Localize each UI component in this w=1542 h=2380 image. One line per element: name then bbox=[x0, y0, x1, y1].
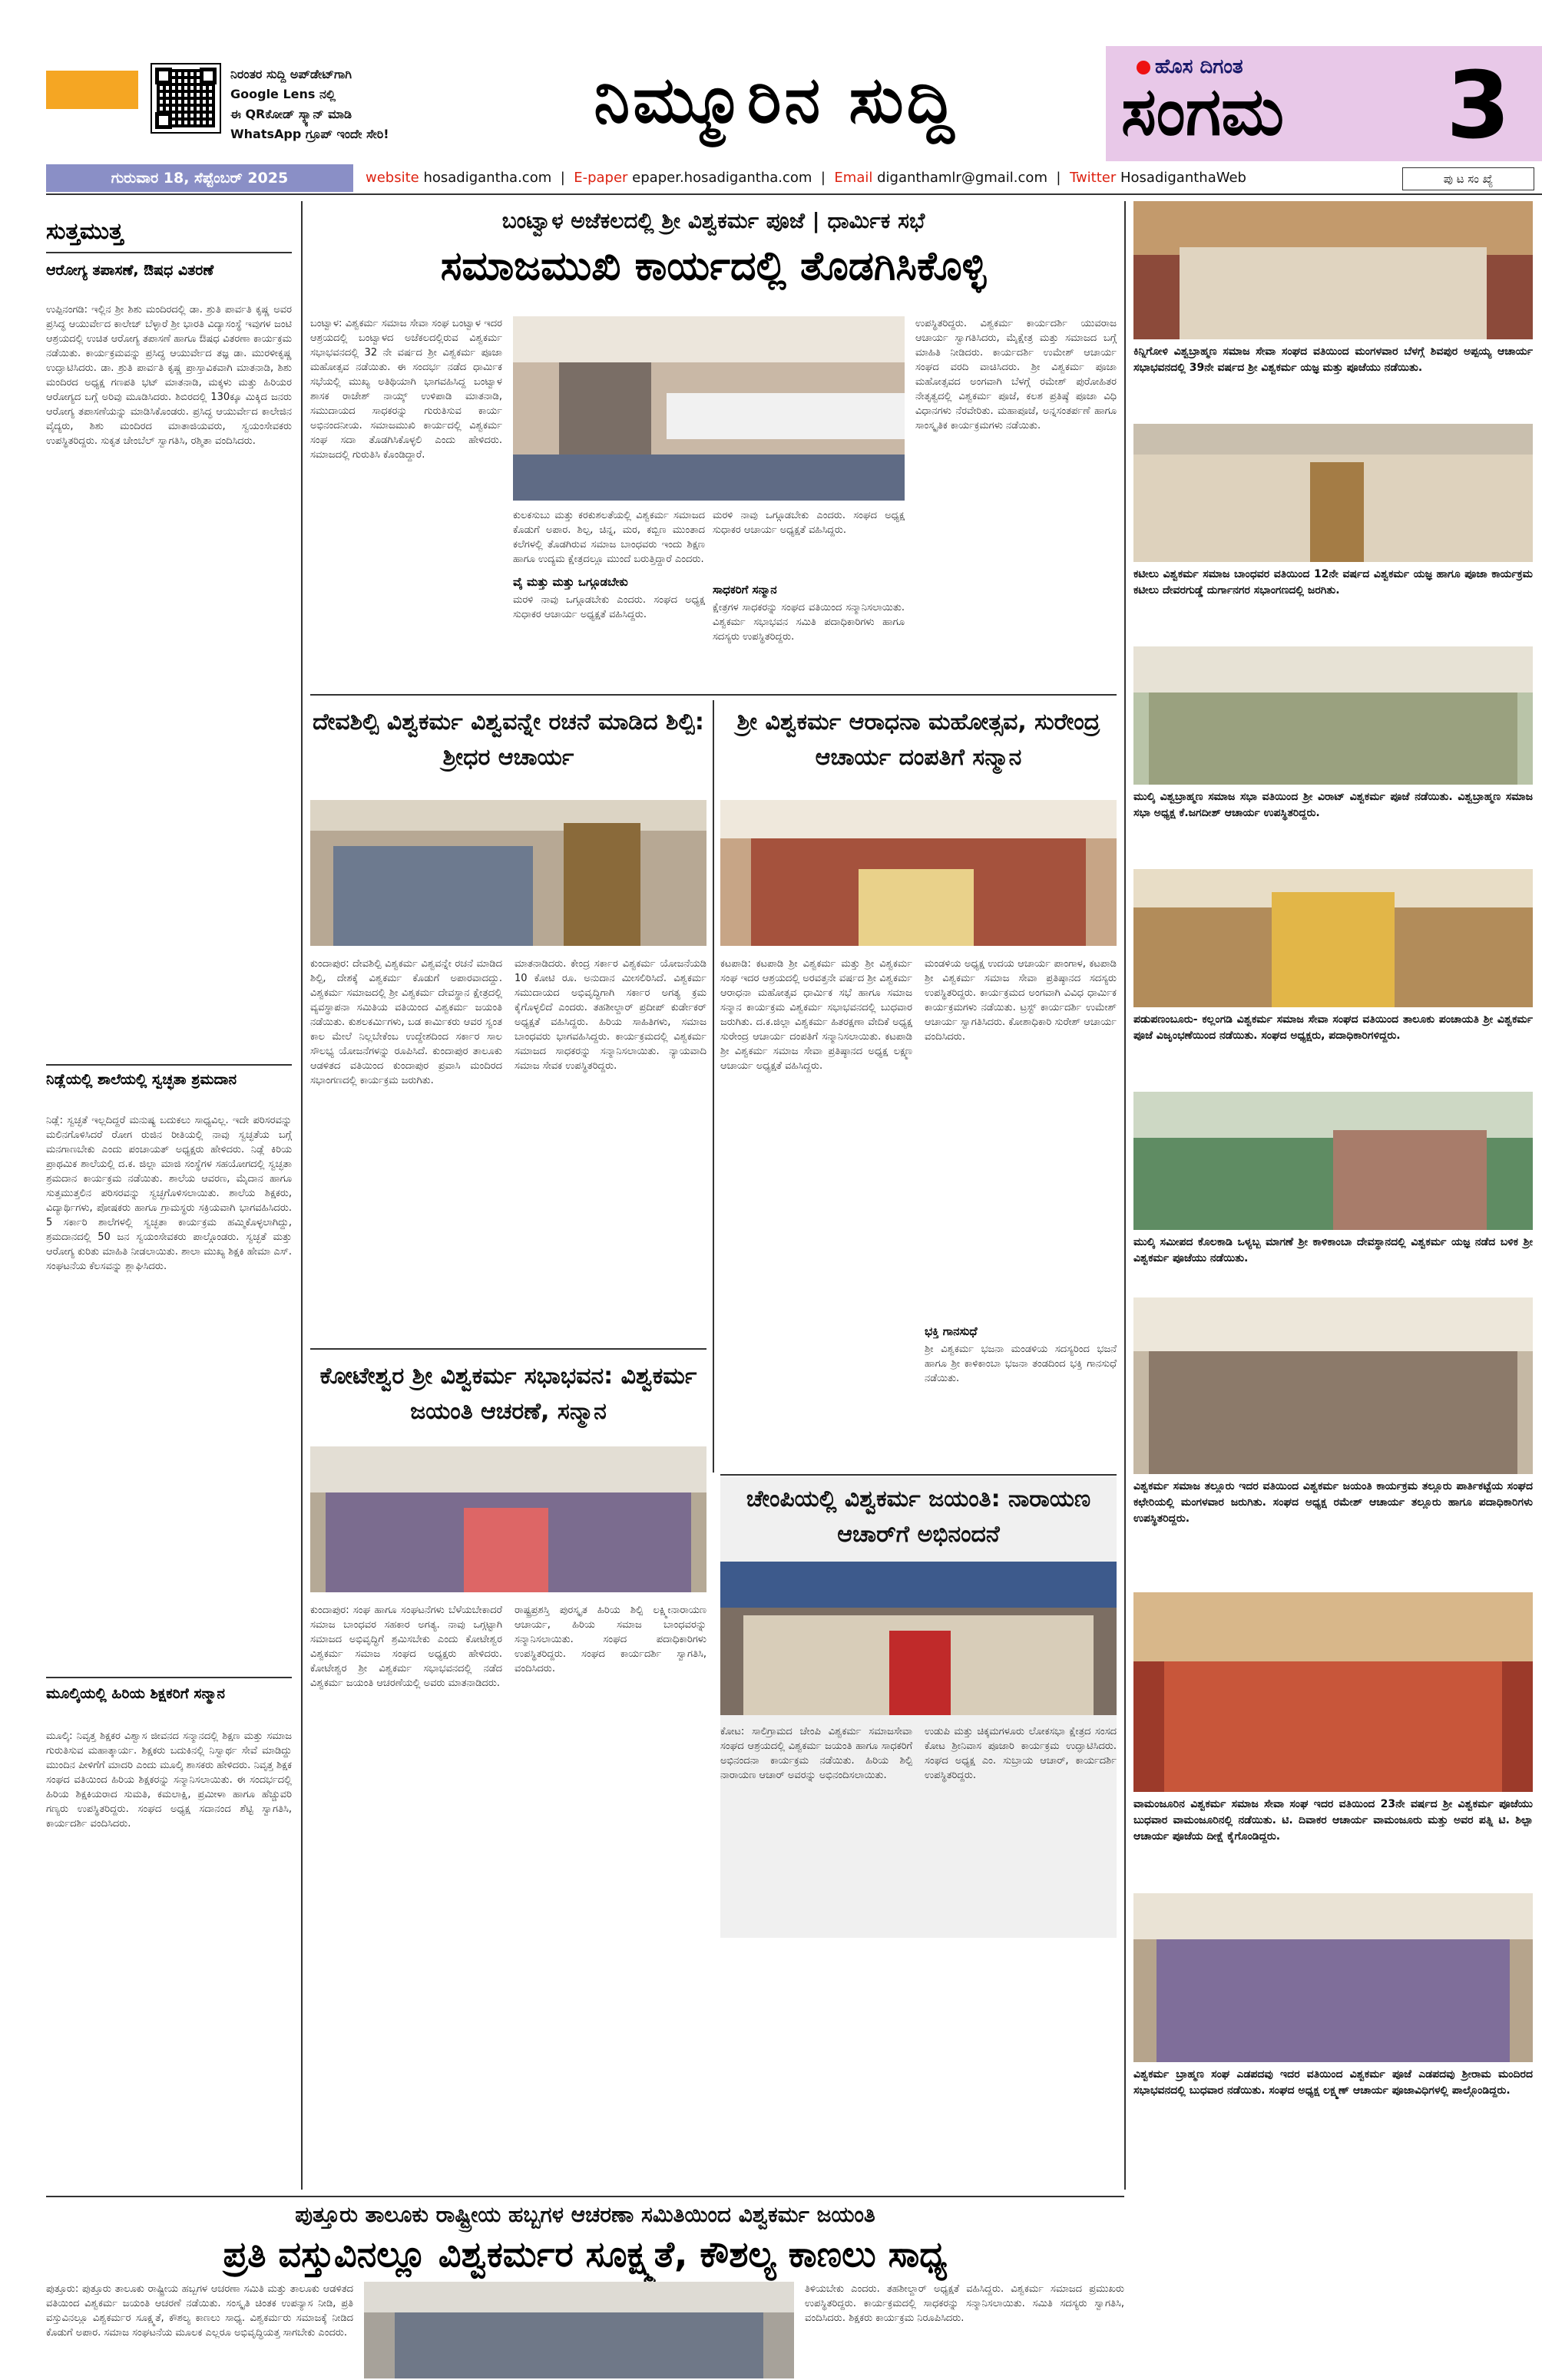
story-3-col2b: ಶ್ರೀ ವಿಶ್ವಕರ್ಮ ಭಜನಾ ಮಂಡಳಿಯ ಸದಸ್ಯರಿಂದ ಭಜನೆ ಹಾಗೂ ಶ್ರೀ ಕಾಳಿಕಾಂಬಾ ಭಜನಾ ತಂಡದಿಂದ ಭಕ್ತಿ ಗಾನಸುಧೆ ನಡೆಯಿತು. bbox=[925, 1344, 1117, 1384]
story-1-col3b: ಕ್ಷೇತ್ರಗಳ ಸಾಧಕರನ್ನು ಸಂಘದ ವತಿಯಿಂದ ಸನ್ಮಾನಿಸಲಾಯಿತು. ವಿಶ್ವಕರ್ಮ ಸಭಾಭವನ ಸಮಿತಿ ಪದಾಧಿಕಾರಿಗಳು ಹಾಗೂ ಸದಸ್ಯರು ಉಪಸ್ಥಿತರಿದ್ದರು. bbox=[713, 602, 905, 643]
story-4 bbox=[310, 1354, 706, 2188]
right-caption-8: ವಿಶ್ವಕರ್ಮ ಬ್ರಾಹ್ಮಣ ಸಂಘ ಎಡಪದವು ಇದರ ವತಿಯಿಂದ ವಿಶ್ವಕರ್ಮ ಪೂಜೆ ಎಡಪದವು ಶ್ರೀರಾಮ ಮಂದಿರದ ಸಭಾಭವನದಲ್ಲಿ ಬುಧವಾರ ನಡೆಯಿತು. ಸಂಘದ ಅಧ್ಯಕ್ಷ ಲಕ್ಷ್ಮಣ್ ಆಚಾರ್ಯ ಪೂಜಾವಿಧಿಗಳಲ್ಲಿ ಪಾಲ್ಗೊಂಡಿದ್ದರು. bbox=[1133, 2068, 1533, 2097]
right-column bbox=[1133, 201, 1542, 2190]
story-6 bbox=[46, 2199, 1124, 2380]
top-divider bbox=[46, 193, 1542, 195]
right-caption-2: ಕಟೀಲು ವಿಶ್ವಕರ್ಮ ಸಮಾಜ ಬಾಂಧವರ ವತಿಯಿಂದ 12ನೇ ವರ್ಷದ ವಿಶ್ವಕರ್ಮ ಯಜ್ಞ ಹಾಗೂ ಪೂಜಾ ಕಾರ್ಯಕ್ರಮ ಕಟೀಲು ದೇವರಗುಡ್ಡೆ ದುರ್ಗಾನಗರ ಸಭಾಂಗಣದಲ್ಲಿ ಜರಗಿತು. bbox=[1133, 568, 1533, 597]
email-link[interactable]: diganthamlr@gmail.com bbox=[877, 170, 1047, 186]
twitter-link[interactable]: HosadiganthaWeb bbox=[1120, 170, 1246, 186]
right-photo-3 bbox=[1133, 646, 1533, 785]
story-1-col2-cont: ಮರಳಿ ನಾವು ಒಗ್ಗೂಡಬೇಕು ಎಂದರು. ಸಂಘದ ಅಧ್ಯಕ್ಷ ಸುಧಾಕರ ಆಚಾರ್ಯ ಅಧ್ಯಕ್ಷತೆ ವಹಿಸಿದ್ದರು. bbox=[513, 594, 705, 620]
story-1-col3-sub: ಸಾಧಕರಿಗೆ ಸನ್ಮಾನ bbox=[713, 583, 777, 597]
brand-small: ಹೊಸ ದಿಗಂತ bbox=[1137, 55, 1243, 79]
story-5-headline: ಚೇಂಪಿಯಲ್ಲಿ ವಿಶ್ವಕರ್ಮ ಜಯಂತಿ: ನಾರಾಯಣ ಆಚಾರ್‌ಗೆ ಅಭಿನಂದನೆ bbox=[746, 1486, 1091, 1548]
right-photo-2 bbox=[1133, 424, 1533, 562]
story-4-col1: ಕುಂದಾಪುರ: ಸಂಘ ಹಾಗೂ ಸಂಘಟನೆಗಳು ಬೆಳೆಯಬೇಕಾದರೆ ಸಮಾಜ ಬಾಂಧವರ ಸಹಕಾರ ಅಗತ್ಯ. ನಾವು ಒಗ್ಗಟ್ಟಾಗಿ ಸಮಾಜದ ಅಭಿವೃದ್ಧಿಗೆ ಶ್ರಮಿಸಬೇಕು ಎಂದು ಕೋಟೇಶ್ವರ ವಿಶ್ವಕರ್ಮ ಸಮಾಜ ಸಂಘದ ಅಧ್ಯಕ್ಷರು ಹೇಳಿದರು. ಕೋಟೇಶ್ವರ ಶ್ರೀ ವಿಶ್ವಕರ್ಮ ಸಭಾಭವನದಲ್ಲಿ ನಡೆದ ವಿಶ್ವಕರ್ಮ ಜಯಂತಿ ಆಚರಣೆಯಲ್ಲಿ ಅವರು ಮಾತನಾಡಿದರು. bbox=[310, 1605, 502, 1689]
story-1-col2: ಕುಲಕಸುಬು ಮತ್ತು ಕರಕುಶಲತೆಯಲ್ಲಿ ವಿಶ್ವಕರ್ಮ ಸಮಾಜದ ಕೊಡುಗೆ ಅಪಾರ. ಶಿಲ್ಪ, ಚಿನ್ನ, ಮರ, ಕಬ್ಬಿಣ ಮುಂತಾದ ಕಲೆಗಳಲ್ಲಿ ತೊಡಗಿರುವ ಸಮಾಜ ಬಾಂಧವರು ಇಂದು ಶಿಕ್ಷಣ ಹಾಗೂ ಉದ್ಯಮ ಕ್ಷೇತ್ರದಲ್ಲೂ ಮುಂದೆ ಬರುತ್ತಿದ್ದಾರೆ ಎಂದರು. bbox=[513, 510, 705, 565]
right-col-divider bbox=[1124, 201, 1126, 2190]
story-6-col3: ತಿಳಿಯಬೇಕು ಎಂದರು. ತಹಶೀಲ್ದಾರ್ ಅಧ್ಯಕ್ಷತೆ ವಹಿಸಿದ್ದರು. ವಿಶ್ವಕರ್ಮ ಸಮಾಜದ ಪ್ರಮುಖರು ಉಪಸ್ಥಿತರಿದ್ದರು. ಕಾರ್ಯಕ್ರಮದಲ್ಲಿ ಸಾಧಕರನ್ನು ಸನ್ಮಾನಿಸಲಾಯಿತು. ಸಮಿತಿ ಸದಸ್ಯರು ಸ್ವಾಗತಿಸಿ, ವಂದಿಸಿದರು. ಶಿಕ್ಷಕರು ಕಾರ್ಯಕ್ರಮ ನಿರೂಪಿಸಿದರು. bbox=[805, 2283, 1124, 2324]
qr-code[interactable] bbox=[151, 63, 221, 134]
right-caption-3: ಮುಲ್ಕಿ ವಿಶ್ವಬ್ರಾಹ್ಮಣ ಸಮಾಜ ಸಭಾ ವತಿಯಿಂದ ಶ್ರೀ ವಿರಾಟ್ ವಿಶ್ವಕರ್ಮ ಪೂಜೆ ನಡೆಯಿತು. ವಿಶ್ವಬ್ರಾಹ್ಮಣ ಸಮಾಜ ಸಭಾ ಅಧ್ಯಕ್ಷ ಕೆ.ಜಗದೀಶ್ ಆಚಾರ್ಯ ಉಪಸ್ಥಿತರಿದ್ದರು. bbox=[1133, 791, 1533, 819]
whatsapp-note: ನಿರಂತರ ಸುದ್ದಿ ಅಪ್‌ಡೇಟ್‌ಗಾಗಿ Google Lens ನಲ್ಲಿ ಈ QRಕೋಡ್ ಸ್ಕ್ಯಾನ್ ಮಾಡಿ WhatsApp ಗ್ರೂಪ್ ಇಂದೇ ಸೇರಿ! bbox=[230, 67, 389, 141]
story-6-top-divider bbox=[46, 2196, 1124, 2197]
right-caption-6: ವಿಶ್ವಕರ್ಮ ಸಮಾಜ ತಲ್ಲೂರು ಇದರ ವತಿಯಿಂದ ವಿಶ್ವಕರ್ಮ ಜಯಂತಿ ಕಾರ್ಯಕ್ರಮ ತಲ್ಲೂರು ಪಾರ್ತಿಕಟ್ಟೆಯ ಸಂಘದ ಕಛೇರಿಯಲ್ಲಿ ಮಂಗಳವಾರ ಜರುಗಿತು. ಸಂಘದ ಅಧ್ಯಕ್ಷ ರಮೇಶ್ ಆಚಾರ್ಯ ತಲ್ಲೂರು ಹಾಗೂ ಪದಾಧಿಕಾರಿಗಳು ಉಪಸ್ಥಿತರಿದ್ದರು. bbox=[1133, 1480, 1533, 1525]
right-photo-5 bbox=[1133, 1092, 1533, 1230]
page-label-box: ಪು ಟ ಸಂ ಖ್ಯೆ bbox=[1402, 167, 1534, 190]
story-s1-headline: ಆರೋಗ್ಯ ತಪಾಸಣೆ, ಔಷಧ ವಿತರಣೆ bbox=[46, 262, 214, 279]
issue-date: ಗುರುವಾರ 18, ಸೆಪ್ಟೆಂಬರ್ 2025 bbox=[46, 164, 353, 192]
right-caption-5: ಮುಲ್ಕಿ ಸಮೀಪದ ಕೊಲಕಾಡಿ ಒಳ್ಯಬ್ಬ ಮಾಗಣೆ ಶ್ರೀ ಕಾಳಿಕಾಂಬಾ ದೇವಸ್ಥಾನದಲ್ಲಿ ವಿಶ್ವಕರ್ಮ ಯಜ್ಞ ನಡೆದ ಬಳಿಕ ಶ್ರೀ ವಿಶ್ವಕರ್ಮ ಪೂಜೆಯು ನಡೆಯಿತು. bbox=[1133, 1236, 1533, 1264]
story-5-col1: ಕೋಟ: ಸಾಲಿಗ್ರಾಮದ ಚೇಂಪಿ ವಿಶ್ವಕರ್ಮ ಸಮಾಜಸೇವಾ ಸಂಘದ ಆಶ್ರಯದಲ್ಲಿ ವಿಶ್ವಕರ್ಮ ಜಯಂತಿ ಹಾಗೂ ಸಾಧಕರಿಗೆ ಅಭಿನಂದನಾ ಕಾರ್ಯಕ್ರಮ ನಡೆಯಿತು. ಹಿರಿಯ ಶಿಲ್ಪಿ ನಾರಾಯಣ ಆಚಾರ್ ಅವರನ್ನು ಅಭಿನಂದಿಸಲಾಯಿತು. bbox=[720, 1726, 912, 1781]
story-4-photo bbox=[310, 1446, 706, 1592]
story-3-bottom-divider bbox=[720, 1474, 1117, 1476]
story-s3-headline: ಮೂಲ್ಕಿಯಲ್ಲಿ ಹಿರಿಯ ಶಿಕ್ಷಕರಿಗೆ ಸನ್ಮಾನ bbox=[46, 1685, 225, 1702]
story-3-col2-sub: ಭಕ್ತಿ ಗಾನಸುಧೆ bbox=[925, 1324, 978, 1338]
story-2-col2: ಮಾತನಾಡಿದರು. ಕೇಂದ್ರ ಸರ್ಕಾರ ವಿಶ್ವಕರ್ಮ ಯೋಜನೆಯಡಿ 10 ಕೋಟಿ ರೂ. ಅನುದಾನ ಮೀಸಲಿರಿಸಿದೆ. ವಿಶ್ವಕರ್ಮ ಸಮುದಾಯದ ಅಭಿವೃದ್ಧಿಗಾಗಿ ಸರ್ಕಾರ ಅಗತ್ಯ ಕ್ರಮ ಕೈಗೊಳ್ಳಲಿದೆ ಎಂದರು. ತಹಶೀಲ್ದಾರ್ ಪ್ರದೀಪ್ ಕುರ್ಡೇಕರ್ ಅಧ್ಯಕ್ಷತೆ ವಹಿಸಿದ್ದರು. ಹಿರಿಯ ಸಾಹಿತಿಗಳು, ಸಮಾಜ ಬಾಂಧವರು ಭಾಗವಹಿಸಿದ್ದರು. ಕಾರ್ಯಕ್ರಮದಲ್ಲಿ ವಿಶ್ವಕರ್ಮ ಸಮಾಜದ ಸಾಧಕರನ್ನು ಸನ್ಮಾನಿಸಲಾಯಿತು. ನ್ಯಾಯವಾದಿ ಸಮಾಜ ಸೇವಕ ಉಪಸ್ಥಿತರಿದ್ದರು. bbox=[515, 958, 706, 1072]
contact-strip: website hosadigantha.com | E-paper epaper.hosadigantha.com | Email diganthamlr@gmail.com | Twitter HosadiganthaWeb bbox=[366, 170, 1246, 186]
story-s2-body: ನಿಡ್ಲೆ: ಸ್ವಚ್ಛತೆ ಇಲ್ಲದಿದ್ದರೆ ಮನುಷ್ಯ ಬದುಕಲು ಸಾಧ್ಯವಿಲ್ಲ. ಇದೇ ಪರಿಸರವನ್ನು ಮಲಿನಗೊಳಿಸಿದರೆ ರೋಗ ರುಜಿನ ರೀತಿಯಲ್ಲಿ ನಾವು ಸ್ವಚ್ಛತೆಯ ಬಗ್ಗೆ ಮನಗಾಣಬೇಕು ಎಂದು ಪಂಚಾಯತ್ ಅಧ್ಯಕ್ಷರು ಹೇಳಿದರು. ನಿಡ್ಲೆ ಕಿರಿಯ ಪ್ರಾಥಮಿಕ ಶಾಲೆಯಲ್ಲಿ ದ.ಕ. ಜಿಲ್ಲಾ ಮಾಜಿ ಸಂಸ್ಥೆಗಳ ಸಹಯೋಗದಲ್ಲಿ ಸ್ವಚ್ಛತಾ ಶ್ರಮದಾನ ಕಾರ್ಯಕ್ರಮ ನಡೆಯಿತು. ಶಾಲೆಯ ಆವರಣ, ಮೈದಾನ ಹಾಗೂ ಸುತ್ತಮುತ್ತಲಿನ ಪರಿಸರವನ್ನು ಸ್ವಚ್ಛಗೊಳಿಸಲಾಯಿತು. ಶಾಲೆಯ ಶಿಕ್ಷಕರು, ವಿದ್ಯಾರ್ಥಿಗಳು, ಪೋಷಕರು ಹಾಗೂ ಗ್ರಾಮಸ್ಥರು ಸಕ್ರಿಯವಾಗಿ ಭಾಗವಹಿಸಿದರು. 5 ಸರ್ಕಾರಿ ಶಾಲೆಗಳಲ್ಲಿ ಸ್ವಚ್ಛತಾ ಕಾರ್ಯಕ್ರಮ ಹಮ್ಮಿಕೊಳ್ಳಲಾಗಿದ್ದು, ಶ್ರಮದಾನದಲ್ಲಿ 50 ಜನ ಸ್ವಯಂಸೇವಕರು ಪಾಲ್ಗೊಂಡರು. ಸ್ವಚ್ಛತೆ ಮತ್ತು ಆರೋಗ್ಯ ಕುರಿತು ಮಾಹಿತಿ ನೀಡಲಾಯಿತು. ಶಾಲಾ ಮುಖ್ಯ ಶಿಕ್ಷಕಿ ಹೇಮಾ ಎಸ್. ಸಂಘಟನೆಯ ಕೆಲಸವನ್ನು ಶ್ಲಾಘಿಸಿದರು. bbox=[46, 1115, 292, 1272]
story-s3-body: ಮೂಲ್ಕಿ: ನಿವೃತ್ತ ಶಿಕ್ಷಕರ ವಿಶ್ವಾಸ ಜೀವನದ ಸನ್ಮಾನದಲ್ಲಿ ಶಿಕ್ಷಣ ಮತ್ತು ಸಮಾಜ ಗುರುತಿಸುವ ಮಹಾತ್ಕಾರ್ಯ. ಶಿಕ್ಷಕರು ಬದುಕಿನಲ್ಲಿ ನಿಸ್ವಾರ್ಥ ಸೇವೆ ಮಾಡಿದ್ದು ಮುಂದಿನ ಪೀಳಿಗೆಗೆ ಮಾದರಿ ಎಂದು ಮೂಲ್ಕಿ ಶಾಸಕರು ಹೇಳಿದರು. ನಿವೃತ್ತ ಶಿಕ್ಷಕ ಸಂಘದ ವತಿಯಿಂದ ಹಿರಿಯ ಶಿಕ್ಷಕರನ್ನು ಸನ್ಮಾನಿಸಲಾಯಿತು. ಈ ಸಂದರ್ಭದಲ್ಲಿ ಹಿರಿಯ ಶಿಕ್ಷಕಿಯರಾದ ಸುಮತಿ, ಕಮಲಾಕ್ಷಿ, ಪ್ರಮೀಳಾ ಹಾಗೂ ಹೆಚ್ಚುವರಿ ಗಣ್ಯರು ಉಪಸ್ಥಿತರಿದ್ದರು. ಸಂಘದ ಅಧ್ಯಕ್ಷ ಸದಾನಂದ ಶೆಟ್ಟಿ ಸ್ವಾಗತಿಸಿ, ಕಾರ್ಯದರ್ಶಿ ವಂದಿಸಿದರು. bbox=[46, 1730, 292, 1830]
story-2-photo bbox=[310, 800, 706, 946]
center-divider bbox=[713, 700, 714, 1473]
story-2-headline: ದೇವಶಿಲ್ಪಿ ವಿಶ್ವಕರ್ಮ ವಿಶ್ವವನ್ನೇ ರಚನೆ ಮಾಡಿದ ಶಿಲ್ಪಿ: ಶ್ರೀಧರ ಆಚಾರ್ಯ bbox=[313, 709, 704, 771]
story-1-col3: ಮರಳಿ ನಾವು ಒಗ್ಗೂಡಬೇಕು ಎಂದರು. ಸಂಘದ ಅಧ್ಯಕ್ಷ ಸುಧಾಕರ ಆಚಾರ್ಯ ಅಧ್ಯಕ್ಷತೆ ವಹಿಸಿದ್ದರು. bbox=[713, 510, 905, 536]
right-caption-7: ವಾಮಂಜೂರಿನ ವಿಶ್ವಕರ್ಮ ಸಮಾಜ ಸೇವಾ ಸಂಘ ಇದರ ವತಿಯಿಂದ 23ನೇ ವರ್ಷದ ಶ್ರೀ ವಿಶ್ವಕರ್ಮ ಪೂಜೆಯು ಬುಧವಾರ ವಾಮಂಜೂರಿನಲ್ಲಿ ನಡೆಯಿತು. ಟಿ. ದಿವಾಕರ ಆಚಾರ್ಯ ವಾಮಂಜೂರು ಮತ್ತು ಅವರ ಪತ್ನಿ ಟಿ. ಶಿಲ್ಪಾ ಆಚಾರ್ಯ ಪೂಜೆಯ ದೀಕ್ಷೆ ಕೈಗೊಂಡಿದ್ದರು. bbox=[1133, 1798, 1533, 1843]
section-title: ಸುತ್ತಮುತ್ತ bbox=[46, 218, 124, 245]
brand-big: ಸಂಗಮ bbox=[1121, 73, 1285, 150]
story-1 bbox=[310, 201, 1117, 685]
right-photo-1 bbox=[1133, 201, 1533, 339]
left-col-divider bbox=[301, 201, 303, 2190]
right-photo-4 bbox=[1133, 869, 1533, 1007]
story-1-headline: ಸಮಾಜಮುಖಿ ಕಾರ್ಯದಲ್ಲಿ ತೊಡಗಿಸಿಕೊಳ್ಳಿ bbox=[440, 243, 987, 289]
story-2 bbox=[310, 700, 706, 1342]
brand-dot-icon bbox=[1137, 61, 1150, 74]
story-1-divider bbox=[310, 694, 1117, 696]
story-4-col2: ರಾಷ್ಟ್ರಪ್ರಶಸ್ತಿ ಪುರಸ್ಕೃತ ಹಿರಿಯ ಶಿಲ್ಪಿ ಲಕ್ಷ್ಮೀನಾರಾಯಣ ಆಚಾರ್ಯ, ಹಿರಿಯ ಸಮಾಜ ಬಾಂಧವರನ್ನು ಸನ್ಮಾನಿಸಲಾಯಿತು. ಸಂಘದ ಪದಾಧಿಕಾರಿಗಳು ಉಪಸ್ಥಿತರಿದ್ದರು. ಸಂಘದ ಕಾರ್ಯದರ್ಶಿ ಸ್ವಾಗತಿಸಿ, ವಂದಿಸಿದರು. bbox=[515, 1605, 706, 1674]
masthead-orange-block bbox=[46, 71, 138, 109]
right-photo-8 bbox=[1133, 1893, 1533, 2062]
story-6-photo bbox=[364, 2282, 794, 2378]
story-5-photo bbox=[720, 1562, 1117, 1715]
story-1-col2-sub2: ವೈ ಮತ್ತು ಮತ್ತು ಒಗ್ಗೂಡಬೇಕು bbox=[513, 575, 628, 589]
story-5-col2: ಉಡುಪಿ ಮತ್ತು ಚಿಕ್ಕಮಗಳೂರು ಲೋಕಸಭಾ ಕ್ಷೇತ್ರದ ಸಂಸದ ಕೋಟ ಶ್ರೀನಿವಾಸ ಪೂಜಾರಿ ಕಾರ್ಯಕ್ರಮ ಉದ್ಘಾಟಿಸಿದರು. ಸಂಘದ ಅಧ್ಯಕ್ಷ ಎಂ. ಸುಬ್ರಾಯ ಆಚಾರ್, ಕಾರ್ಯದರ್ಶಿ ಉಪಸ್ಥಿತರಿದ್ದರು. bbox=[925, 1726, 1117, 1781]
story-3-photo bbox=[720, 800, 1117, 946]
story-s2-headline: ನಿಡ್ಲೆಯಲ್ಲಿ ಶಾಲೆಯಲ್ಲಿ ಸ್ವಚ್ಛತಾ ಶ್ರಮದಾನ bbox=[46, 1071, 237, 1088]
story-1-col1: ಬಂಟ್ವಾಳ: ವಿಶ್ವಕರ್ಮ ಸಮಾಜ ಸೇವಾ ಸಂಘ ಬಂಟ್ವಾಳ ಇದರ ಆಶ್ರಯದಲ್ಲಿ ಬಂಟ್ವಾಳದ ಅಜೆಕಲದಲ್ಲಿರುವ ವಿಶ್ವಕರ್ಮ ಸಭಾಭವನದಲ್ಲಿ 32 ನೇ ವರ್ಷದ ಶ್ರೀ ವಿಶ್ವಕರ್ಮ ಪೂಜಾ ಮಹೋತ್ಸವ ನಡೆಯಿತು. ಈ ಸಂದರ್ಭ ನಡೆದ ಧಾರ್ಮಿಕ ಸಭೆಯಲ್ಲಿ ಮುಖ್ಯ ಅತಿಥಿಯಾಗಿ ಭಾಗವಹಿಸಿದ್ದ ಬಂಟ್ವಾಳ ಶಾಸಕ ರಾಜೇಶ್ ನಾಯ್ಕ್ ಉಳಿಪಾಡಿ ಮಾತನಾಡಿ, ಸಮುದಾಯದ ಸಾಧಕರನ್ನು ಗುರುತಿಸುವ ಕಾರ್ಯ ಅಭಿನಂದನೀಯ. ಸಮಾಜಮುಖಿ ಕಾರ್ಯದಲ್ಲಿ ವಿಶ್ವಕರ್ಮ ಸಂಘ ಸದಾ ತೊಡಗಿಸಿಕೊಳ್ಳಲಿ ಎಂದು ಹೇಳಿದರು. ಸಮಾಜದಲ್ಲಿ ಗುರುತಿಸಿ ಕೊಂಡಿದ್ದಾರೆ. bbox=[310, 318, 502, 461]
newspaper-title: ನಿಮ್ಮೂರಿನ ಸುದ್ದಿ bbox=[594, 61, 958, 137]
story-6-col1: ಪುತ್ತೂರು: ಪುತ್ತೂರು ತಾಲೂಕು ರಾಷ್ಟ್ರೀಯ ಹಬ್ಬಗಳ ಆಚರಣಾ ಸಮಿತಿ ಮತ್ತು ತಾಲೂಕು ಆಡಳಿತದ ವತಿಯಿಂದ ವಿಶ್ವಕರ್ಮ ಜಯಂತಿ ಆಚರಣೆ ನಡೆಯಿತು. ಸಂಸ್ಕೃತಿ ಚಿಂತಕ ಉಪನ್ಯಾಸ ನೀಡಿ, ಪ್ರತಿ ವಸ್ತುವಿನಲ್ಲೂ ವಿಶ್ವಕರ್ಮರ ಸೂಕ್ಷ್ಮತೆ, ಕೌಶಲ್ಯ ಕಾಣಲು ಸಾಧ್ಯ. ವಿಶ್ವಕರ್ಮರು ಸಮಾಜಕ್ಕೆ ನೀಡಿದ ಕೊಡುಗೆ ಅಪಾರ. ಸಮಾಜ ಸಂಘಟನೆಯ ಮೂಲಕ ಎಲ್ಲರೂ ಅಭಿವೃದ್ಧಿಯತ್ತ ಸಾಗಬೇಕು ಎಂದರು. bbox=[46, 2283, 353, 2339]
story-6-kicker: ಪುತ್ತೂರು ತಾಲೂಕು ರಾಷ್ಟ್ರೀಯ ಹಬ್ಬಗಳ ಆಚರಣಾ ಸಮಿತಿಯಿಂದ ವಿಶ್ವಕರ್ಮ ಜಯಂತಿ bbox=[295, 2202, 875, 2227]
story-1-col4: ಉಪಸ್ಥಿತರಿದ್ದರು. ವಿಶ್ವಕರ್ಮ ಕಾರ್ಯದರ್ಶಿ ಯುವರಾಜ ಆಚಾರ್ಯ ಸ್ವಾಗತಿಸಿದರು, ಮೈಕ್ಷೇತ್ರ ಮತ್ತು ಸಮಾಜದ ಬಗ್ಗೆ ಮಾಹಿತಿ ನೀಡಿದರು. ಕಾರ್ಯದರ್ಶಿ ಉಮೇಶ್ ಆಚಾರ್ಯ ಸಂಘದ ವರದಿ ವಾಚಿಸಿದರು. ಶ್ರೀ ವಿಶ್ವಕರ್ಮ ಪೂಜಾ ಮಹೋತ್ಸವದ ಅಂಗವಾಗಿ ಬೆಳಗ್ಗೆ ರಮೇಶ್ ಪುರೋಹಿತರ ನೇತೃತ್ವದಲ್ಲಿ ವಿಶ್ವಕರ್ಮ ಪೂಜೆ, ಕಲಶ ಪ್ರತಿಷ್ಠೆ ಪೂಜಾ ವಿಧಿ ವಿಧಾನಗಳು ನೆರವೇರಿತು. ಮಹಾಪೂಜೆ, ಅನ್ನಸಂತರ್ಪಣೆ ಹಾಗೂ ಸಾಂಸ್ಕೃತಿಕ ಕಾರ್ಯಕ್ರಮಗಳು ನಡೆಯಿತು. bbox=[915, 318, 1117, 431]
story-3-col1: ಕಟಪಾಡಿ: ಕಟಪಾಡಿ ಶ್ರೀ ವಿಶ್ವಕರ್ಮ ಮತ್ತು ಶ್ರೀ ವಿಶ್ವಕರ್ಮ ಸಂಘ ಇದರ ಆಶ್ರಯದಲ್ಲಿ ಅರವತ್ತನೇ ವರ್ಷದ ಶ್ರೀ ವಿಶ್ವಕರ್ಮ ಆರಾಧನಾ ಮಹೋತ್ಸವ ಧಾರ್ಮಿಕ ಸಭೆ ಹಾಗೂ ಸಮಾಜ ಸನ್ಮಾನ ಕಾರ್ಯಕ್ರಮ ವಿಶ್ವಕರ್ಮ ಸಭಾಭವನದಲ್ಲಿ ಬುಧವಾರ ಜರುಗಿತು. ದ.ಕ.ಜಿಲ್ಲಾ ವಿಶ್ವಕರ್ಮ ಹಿತರಕ್ಷಣಾ ವೇದಿಕೆ ಅಧ್ಯಕ್ಷ ಸುರೇಂದ್ರ ಆಚಾರ್ಯ ದಂಪತಿಗೆ ಸನ್ಮಾನಿಸಲಾಯಿತು. ಕಟಪಾಡಿ ಶ್ರೀ ವಿಶ್ವಕರ್ಮ ಸಮಾಜ ಸೇವಾ ಪ್ರತಿಷ್ಠಾನದ ಅಧ್ಯಕ್ಷ ಲಕ್ಷ್ಮಣ ಆಚಾರ್ಯ ಅಧ್ಯಕ್ಷತೆ ವಹಿಸಿದ್ದರು. bbox=[720, 958, 912, 1072]
story-3-col2: ಮಂಡಳಿಯ ಅಧ್ಯಕ್ಷ ಉದಯ ಆಚಾರ್ಯ ಪಾಂಗಾಳ, ಕಟಪಾಡಿ ಶ್ರೀ ವಿಶ್ವಕರ್ಮ ಸಮಾಜ ಸೇವಾ ಪ್ರತಿಷ್ಠಾನದ ಸದಸ್ಯರು ಉಪಸ್ಥಿತರಿದ್ದರು. ಕಾರ್ಯಕ್ರಮದ ಅಂಗವಾಗಿ ವಿವಿಧ ಧಾರ್ಮಿಕ ಕಾರ್ಯಕ್ರಮಗಳು ನಡೆಯಿತು. ಟ್ರಸ್ಟ್ ಕಾರ್ಯದರ್ಶಿ ಉಮೇಶ್ ಆಚಾರ್ಯ ಸ್ವಾಗತಿಸಿದರು. ಕೋಶಾಧಿಕಾರಿ ಸುರೇಶ್ ಆಚಾರ್ಯ ವಂದಿಸಿದರು. bbox=[925, 958, 1117, 1043]
story-2-bottom-divider bbox=[310, 1348, 706, 1350]
story-4-headline: ಕೋಟೇಶ್ವರ ಶ್ರೀ ವಿಶ್ವಕರ್ಮ ಸಭಾಭವನ: ವಿಶ್ವಕರ್ಮ ಜಯಂತಿ ಆಚರಣೆ, ಸನ್ಮಾನ bbox=[319, 1363, 697, 1425]
right-caption-4: ಪಡುಪಣಂಬೂರು- ಕಲ್ಲಂಗಡಿ ವಿಶ್ವಕರ್ಮ ಸಮಾಜ ಸೇವಾ ಸಂಘದ ವತಿಯಿಂದ ತಾಲೂಕು ಪಂಚಾಯತಿ ಶ್ರೀ ವಿಶ್ವಕರ್ಮ ಪೂಜೆ ವಿಜೃಂಭಣೆಯಿಂದ ನಡೆಯಿತು. ಸಂಘದ ಅಧ್ಯಕ್ಷರು, ಪದಾಧಿಕಾರಿಗಳಿದ್ದರು. bbox=[1133, 1013, 1533, 1042]
story-s1-body: ಉಪ್ಪಿನಂಗಡಿ: ಇಲ್ಲಿನ ಶ್ರೀ ಶಿಶು ಮಂದಿರದಲ್ಲಿ ಡಾ. ಶ್ರುತಿ ಪಾರ್ವತಿ ಕೃಷ್ಣ ಅವರ ಪ್ರಸಿದ್ಧ ಆಯುರ್ವೇದ ಕಾಲೇಜ್ ಬೆಳ್ಳಾರೆ ಶ್ರೀ ಭಾರತಿ ವಿದ್ಯಾಸಂಸ್ಥೆ ಇವುಗಳ ಜಂಟಿ ಆಶ್ರಯದಲ್ಲಿ ಉಚಿತ ಆರೋಗ್ಯ ತಪಾಸಣೆ ಹಾಗೂ ಔಷಧ ವಿತರಣಾ ಕಾರ್ಯಕ್ರಮ ನಡೆಯಿತು. ಕಾರ್ಯಕ್ರಮವನ್ನು ಪ್ರಸಿದ್ಧ ಆಯುರ್ವೇದ ತಜ್ಞ ಡಾ. ಮುರಳೀಕೃಷ್ಣ ಉದ್ಘಾಟಿಸಿದರು. ಡಾ. ಶ್ರುತಿ ಪಾರ್ವತಿ ಕೃಷ್ಣ ಪ್ರಾಸ್ತಾವಿಕವಾಗಿ ಮಾತನಾಡಿ, ಶಿಶು ಮಂದಿರದ ಅಧ್ಯಕ್ಷ ಗಣಪತಿ ಭಟ್ ಮಾತನಾಡಿ, ಮಕ್ಕಳು ಮತ್ತು ಹಿರಿಯರ ಆರೋಗ್ಯದ ಬಗ್ಗೆ ಅರಿವು ಮೂಡಿಸಿದರು. ಶಿಬಿರದಲ್ಲಿ 130ಕ್ಕೂ ಮಿಕ್ಕಿದ ಜನರು ಆರೋಗ್ಯ ತಪಾಸಣೆಯನ್ನು ಮಾಡಿಸಿಕೊಂಡರು. ಪ್ರಸಿದ್ಧ ಆಯುರ್ವೇದ ಕಾಲೇಜಿನ ವೈದ್ಯರು, ಶಿಶು ಮಂದಿರದ ಮಾತಾಜಿಯವರು, ಸ್ವಯಂಸೇವಕರು ಉಪಸ್ಥಿತರಿದ್ದರು. ಸುಕೃತ ಚೇಂಬೆಲ್ ಸ್ವಾಗತಿಸಿ, ರಶ್ಮಿತಾ ವಂದಿಸಿದರು. bbox=[46, 304, 292, 447]
story-3 bbox=[720, 700, 1117, 1468]
epaper-link[interactable]: epaper.hosadigantha.com bbox=[632, 170, 812, 186]
right-photo-6 bbox=[1133, 1297, 1533, 1474]
left-column bbox=[46, 201, 292, 2190]
story-6-headline: ಪ್ರತಿ ವಸ್ತುವಿನಲ್ಲೂ ವಿಶ್ವಕರ್ಮರ ಸೂಕ್ಷ್ಮತೆ, ಕೌಶಲ್ಯ ಕಾಣಲು ಸಾಧ್ಯ bbox=[223, 2233, 948, 2275]
story-3-headline: ಶ್ರೀ ವಿಶ್ವಕರ್ಮ ಆರಾಧನಾ ಮಹೋತ್ಸವ, ಸುರೇಂದ್ರ ಆಚಾರ್ಯ ದಂಪತಿಗೆ ಸನ್ಮಾನ bbox=[736, 709, 1100, 771]
story-5 bbox=[720, 1477, 1117, 1938]
right-photo-7 bbox=[1133, 1592, 1533, 1792]
story-2-col1: ಕುಂದಾಪುರ: ದೇವಶಿಲ್ಪಿ ವಿಶ್ವಕರ್ಮ ವಿಶ್ವವನ್ನೇ ರಚನೆ ಮಾಡಿದ ಶಿಲ್ಪಿ, ದೇಶಕ್ಕೆ ವಿಶ್ವಕರ್ಮ ಕೊಡುಗೆ ಅಪಾರವಾದದ್ದು. ವಿಶ್ವಕರ್ಮ ಸಮಾಜದಲ್ಲಿ ಶ್ರೀ ವಿಶ್ವಕರ್ಮ ದೇವಸ್ಥಾನ ಕ್ಷೇತ್ರದಲ್ಲಿ ವ್ಯವಸ್ಥಾಪನಾ ಸಮಿತಿಯ ವತಿಯಿಂದ ವಿಶ್ವಕರ್ಮ ಜಯಂತಿ ನಡೆಯಿತು. ಕುಶಲಕರ್ಮಿಗಳು, ಬಡ ಕಾರ್ಮಿಕರು ಆವರ ಸ್ವಂತ ಕಾಲ ಮೇಲೆ ನಿಲ್ಲಬೇಕೆಂಬ ಉದ್ದೇಶದಿಂದ ಸರ್ಕಾರ ಸಾಲ ಸೌಲಭ್ಯ ಯೋಜನೆಗಳನ್ನು ರೂಪಿಸಿದೆ. ಕುಂದಾಪುರ ತಾಲೂಕು ಆಡಳಿತದ ವತಿಯಿಂದ ಕುಂದಾಪುರ ಪ್ರವಾಸಿ ಮಂದಿರದ ಸಭಾಂಗಣದಲ್ಲಿ ಕಾರ್ಯಕ್ರಮ ಜರುಗಿತು. bbox=[310, 958, 502, 1086]
right-caption-1: ಕಿನ್ನಿಗೋಳಿ ವಿಶ್ವಬ್ರಾಹ್ಮಣ ಸಮಾಜ ಸೇವಾ ಸಂಘದ ವತಿಯಿಂದ ಮಂಗಳವಾರ ಬೆಳಗ್ಗೆ ಶಿವಪುರ ಅಪ್ಪಯ್ಯ ಆಚಾರ್ಯ ಸಭಾಭವನದಲ್ಲಿ 39ನೇ ವರ್ಷದ ಶ್ರೀ ವಿಶ್ವಕರ್ಮ ಯಜ್ಞ ಮತ್ತು ಪೂಜೆಯು ನಡೆಯಿತು. bbox=[1133, 345, 1533, 374]
story-1-photo bbox=[513, 316, 905, 501]
story-1-kicker: ಬಂಟ್ವಾಳ ಅಜೆಕಲದಲ್ಲಿ ಶ್ರೀ ವಿಶ್ವಕರ್ಮ ಪೂಜೆ | ಧಾರ್ಮಿಕ ಸಭೆ bbox=[501, 208, 925, 233]
page-number: 3 bbox=[1446, 53, 1511, 160]
website-link[interactable]: hosadigantha.com bbox=[423, 170, 552, 186]
